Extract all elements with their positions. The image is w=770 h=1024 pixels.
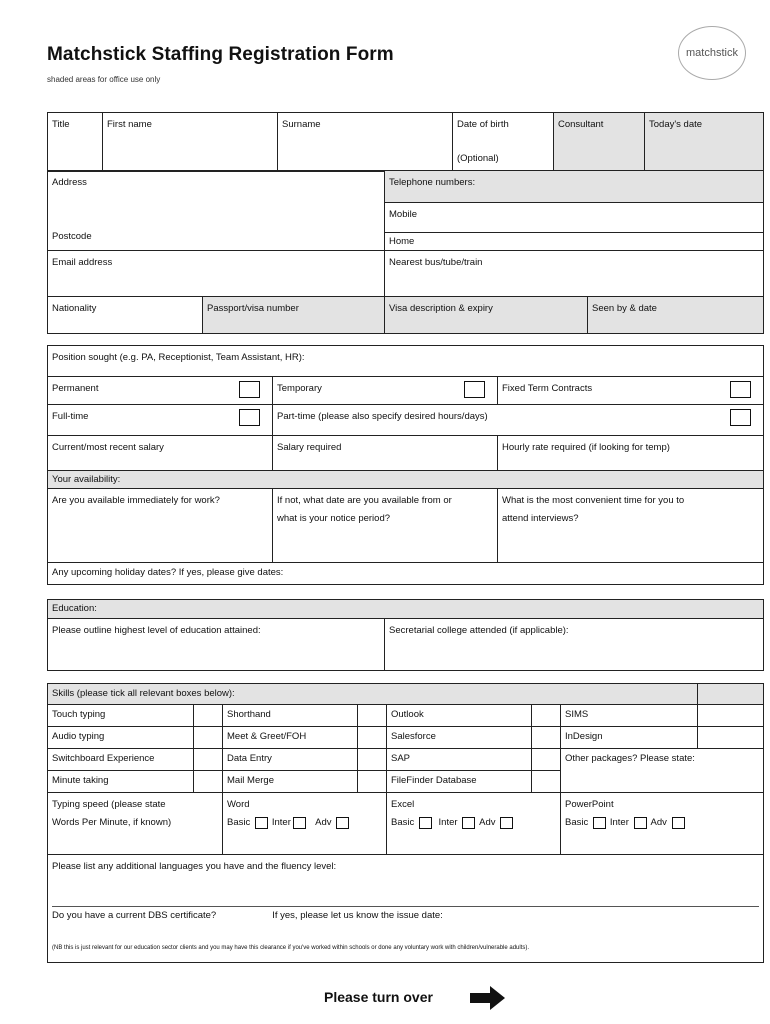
email-field[interactable]: Email address [48, 251, 385, 297]
title-field[interactable]: Title [48, 113, 103, 172]
dbs-note: (NB this is just relevant for our education sector clients and you may have this clearance if you've worked within schools or done any voluntary work with children/vulnerable adults). [52, 945, 530, 951]
excel-adv-checkbox[interactable] [500, 817, 513, 829]
word-basic-checkbox[interactable] [255, 817, 268, 829]
skill-salesforce: Salesforce [387, 727, 532, 749]
skill-checkbox[interactable] [194, 771, 223, 793]
page-title: Matchstick Staffing Registration Form [47, 44, 394, 65]
holiday-dates-field[interactable]: Any upcoming holiday dates? If yes, please give dates: [48, 563, 764, 585]
languages-dbs-field[interactable]: Please list any additional languages you have and the fluency level: Do you have a current DBS certificate? If yes, please let us know the issue date: (NB this is just relevant for our education sector clients and you may have this clearance if you've worked within schools or done any voluntary work with children/vulnerable adults). [48, 855, 764, 963]
skill-data-entry: Data Entry [223, 749, 358, 771]
full-time-checkbox[interactable] [239, 409, 260, 426]
turn-over-label: Please turn over [324, 989, 433, 1005]
personal-details-table [47, 112, 764, 172]
other-packages-field[interactable]: Other packages? Please state: [561, 749, 764, 793]
word-inter-checkbox[interactable] [293, 817, 306, 829]
skill-checkbox[interactable] [358, 749, 387, 771]
skill-audio-typing: Audio typing [48, 727, 194, 749]
skill-touch-typing: Touch typing [48, 705, 194, 727]
home-field[interactable]: Home [385, 233, 764, 251]
arrow-right-icon [470, 986, 506, 1010]
salary-required-field[interactable]: Salary required [273, 436, 498, 471]
postcode-label: Postcode [52, 231, 92, 243]
excel-level: Excel Basic Inter Adv [387, 793, 561, 855]
skill-checkbox[interactable] [194, 749, 223, 771]
permanent-option[interactable]: Permanent [48, 377, 273, 405]
secretarial-college-field[interactable]: Secretarial college attended (if applicable): [385, 619, 764, 671]
temporary-option[interactable]: Temporary [273, 377, 498, 405]
position-sought-field[interactable]: Position sought (e.g. PA, Receptionist, Team Assistant, HR): [48, 346, 764, 377]
visa-field[interactable]: Visa description & expiry [385, 297, 588, 334]
skill-checkbox[interactable] [532, 749, 561, 771]
ppt-basic-checkbox[interactable] [593, 817, 606, 829]
skill-shorthand: Shorthand [223, 705, 358, 727]
skill-indesign: InDesign [561, 727, 698, 749]
seen-by-field[interactable]: Seen by & date [588, 297, 764, 334]
todays-date-field[interactable]: Today's date [645, 113, 764, 172]
excel-inter-checkbox[interactable] [462, 817, 475, 829]
skill-checkbox[interactable] [532, 705, 561, 727]
current-salary-field[interactable]: Current/most recent salary [48, 436, 273, 471]
skill-switchboard: Switchboard Experience [48, 749, 194, 771]
skill-outlook: Outlook [387, 705, 532, 727]
address-table [47, 170, 764, 297]
transport-field[interactable]: Nearest bus/tube/train [385, 251, 764, 297]
skill-mail-merge: Mail Merge [223, 771, 358, 793]
passport-field[interactable]: Passport/visa number [203, 297, 385, 334]
skill-checkbox[interactable] [358, 727, 387, 749]
skill-checkbox[interactable] [358, 705, 387, 727]
typing-speed-field[interactable]: Typing speed (please state Words Per Minute, if known) [48, 793, 223, 855]
surname-field[interactable]: Surname [278, 113, 453, 172]
telephone-heading: Telephone numbers: [385, 171, 764, 203]
education-table [47, 599, 764, 671]
interview-time-field[interactable]: What is the most convenient time for you to attend interviews? [498, 489, 764, 563]
nationality-field[interactable]: Nationality [48, 297, 203, 334]
skill-meet-greet: Meet & Greet/FOH [223, 727, 358, 749]
skill-filefinder: FileFinder Database [387, 771, 532, 793]
dbs-question: Do you have a current DBS certificate? If yes, please let us know the issue date: [52, 910, 443, 921]
hourly-rate-field[interactable]: Hourly rate required (if looking for temp) [498, 436, 764, 471]
fixed-term-checkbox[interactable] [730, 381, 751, 398]
dob-field[interactable]: Date of birth (Optional) [453, 113, 554, 172]
skill-checkbox[interactable] [194, 727, 223, 749]
skills-heading: Skills (please tick all relevant boxes below): [48, 684, 698, 705]
education-heading: Education: [48, 600, 764, 619]
fixed-term-option[interactable]: Fixed Term Contracts [498, 377, 764, 405]
part-time-option[interactable]: Part-time (please also specify desired hours/days) [273, 405, 764, 436]
available-now-field[interactable]: Are you available immediately for work? [48, 489, 273, 563]
part-time-checkbox[interactable] [730, 409, 751, 426]
skill-sap: SAP [387, 749, 532, 771]
nationality-table [47, 296, 764, 334]
temporary-checkbox[interactable] [464, 381, 485, 398]
consultant-field[interactable]: Consultant [554, 113, 645, 172]
ppt-inter-checkbox[interactable] [634, 817, 647, 829]
full-time-option[interactable]: Full-time [48, 405, 273, 436]
skill-minute-taking: Minute taking [48, 771, 194, 793]
skill-checkbox[interactable] [358, 771, 387, 793]
ppt-adv-checkbox[interactable] [672, 817, 685, 829]
skill-checkbox[interactable] [194, 705, 223, 727]
powerpoint-level: PowerPoint Basic Inter Adv [561, 793, 764, 855]
notice-period-field[interactable]: If not, what date are you available from or what is your notice period? [273, 489, 498, 563]
matchstick-logo: matchstick [678, 26, 746, 80]
word-adv-checkbox[interactable] [336, 817, 349, 829]
office-use-note: shaded areas for office use only [47, 75, 161, 84]
word-level: Word Basic Inter Adv [223, 793, 387, 855]
skill-checkbox[interactable] [532, 771, 561, 793]
availability-heading: Your availability: [48, 471, 764, 489]
position-table [47, 345, 764, 585]
skill-checkbox[interactable] [532, 727, 561, 749]
skill-sims: SIMS [561, 705, 698, 727]
skill-checkbox[interactable] [698, 705, 764, 727]
first-name-field[interactable]: First name [103, 113, 278, 172]
education-level-field[interactable]: Please outline highest level of education attained: [48, 619, 385, 671]
skill-checkbox[interactable] [698, 727, 764, 749]
mobile-field[interactable]: Mobile [385, 203, 764, 233]
skills-table [47, 683, 764, 963]
excel-basic-checkbox[interactable] [419, 817, 432, 829]
permanent-checkbox[interactable] [239, 381, 260, 398]
address-field[interactable]: Address Postcode [48, 171, 385, 251]
